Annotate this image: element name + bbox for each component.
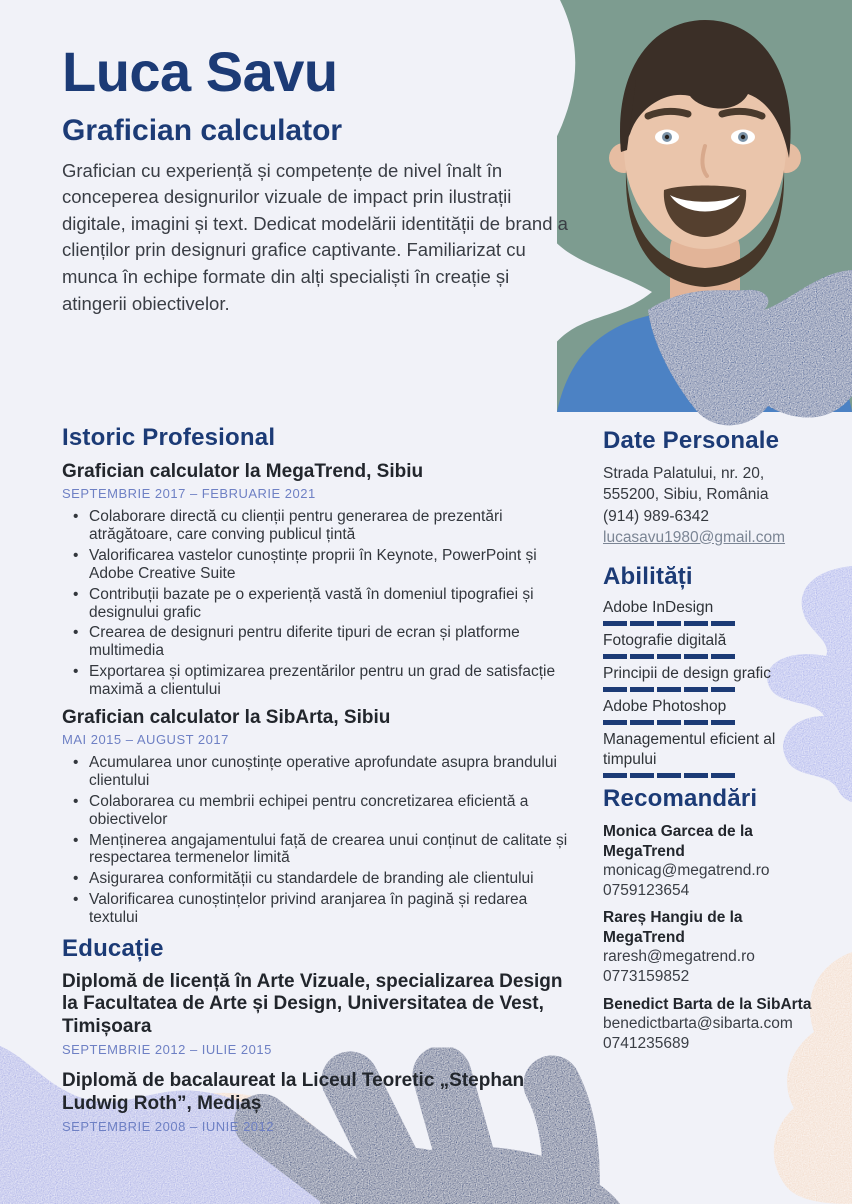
job-bullet: • Asigurarea conformității cu standardele de branding ale clientului <box>62 870 579 888</box>
references-heading: Recomandări <box>603 785 758 812</box>
reference-entry <box>603 822 818 900</box>
email-link[interactable]: lucasavu1980@gmail.com <box>603 528 786 546</box>
reference-phone: 0741235689 <box>603 1034 690 1052</box>
job-bullet: • Colaborarea cu membrii echipei pentru concretizarea eficientă a obiectivelor <box>62 793 579 829</box>
address-line-1: Strada Palatului, nr. 20, <box>603 465 765 483</box>
skill-label: Fotografie digitală <box>603 632 727 650</box>
job-dates: SEPTEMBRIE 2017 – FEBRUARIE 2021 <box>62 485 316 501</box>
job-bullet: • Menținerea angajamentului față de crearea unui conținut de calitate și respectarea termenelor limită <box>62 832 579 868</box>
skill-level-bar <box>603 773 818 778</box>
job-dates: MAI 2015 – AUGUST 2017 <box>62 731 229 747</box>
section-personal <box>603 428 818 548</box>
skill-level-bar <box>603 621 818 626</box>
reference-name: Rareș Hangiu de la MegaTrend <box>603 909 743 946</box>
contact-block <box>603 463 818 547</box>
section-references <box>603 786 818 1053</box>
job-title: Grafician calculator la MegaTrend, Sibiu <box>62 460 424 482</box>
reference-email: monicag@megatrend.ro <box>603 862 770 880</box>
job-bullet-list <box>62 508 579 698</box>
job-title: Grafician calculator la SibArta, Sibiu <box>62 706 391 728</box>
education-heading: Educație <box>62 934 164 962</box>
address-line-2: 555200, Sibiu, România <box>603 486 769 504</box>
job-bullet: • Colaborare directă cu clienții pentru generarea de prezentări atrăgătoare, care conving publicul țintă <box>62 508 579 544</box>
experience-heading: Istoric Profesional <box>62 424 276 452</box>
skill-level-bar <box>603 720 818 725</box>
reference-email: raresh@megatrend.ro <box>603 948 755 966</box>
education-title: Diplomă de licență în Arte Vizuale, specializarea Design la Facultatea de Arte și Design, Universitatea de Vest, Timișoara <box>62 971 563 1037</box>
education-dates: SEPTEMBRIE 2012 – IULIE 2015 <box>62 1041 272 1057</box>
job-entry <box>62 461 579 699</box>
job-bullet-list <box>62 754 579 926</box>
job-bullet: • Valorificarea vastelor cunoștințe proprii în Keynote, PowerPoint și Adobe Creative Suite <box>62 547 579 583</box>
education-entry <box>62 971 579 1057</box>
section-education <box>62 936 579 1135</box>
education-entry <box>62 1070 579 1134</box>
skill-label: Managementul eficient al timpului <box>603 731 776 769</box>
skill-label: Adobe InDesign <box>603 599 714 617</box>
job-entry <box>62 707 579 927</box>
reference-email: benedictbarta@sibarta.com <box>603 1015 793 1033</box>
profile-summary: Grafician cu experiență și competențe de nivel înalt în conceperea designurilor vizuale de impact prin ilustrații digitale, imagini și text. Dedicat modelării identității de brand a clienților prin designuri grafice captivante. Familiarizat cu munca în echipe formate din alți specialiști în creație și atingerii obiectivelor. <box>62 159 568 314</box>
side-column <box>603 428 818 1061</box>
skill-item <box>603 730 818 778</box>
personal-heading: Date Personale <box>603 427 780 454</box>
skill-item <box>603 598 818 626</box>
job-bullet: • Crearea de designuri pentru diferite tipuri de ecran și platforme multimedia <box>62 624 579 660</box>
section-experience <box>62 425 579 926</box>
reference-name: Monica Garcea de la MegaTrend <box>603 823 753 860</box>
job-bullet: • Acumularea unor cunoștințe operative aprofundate asupra brandului clientului <box>62 754 579 790</box>
skill-item <box>603 697 818 725</box>
reference-entry <box>603 995 818 1054</box>
skill-label: Principii de design grafic <box>603 665 772 683</box>
section-skills <box>603 564 818 778</box>
job-bullet: • Contribuții bazate pe o experiență vastă în domeniul tipografiei și designului grafic <box>62 586 579 622</box>
job-bullet: • Exportarea și optimizarea prezentărilor pentru un grad de satisfacție maximă a clientului <box>62 663 579 699</box>
reference-entry <box>603 908 818 986</box>
job-bullet: • Valorificarea cunoștințelor privind aranjarea în pagină și redarea textului <box>62 891 579 927</box>
skill-label: Adobe Photoshop <box>603 698 727 716</box>
phone-number: (914) 989-6342 <box>603 507 709 525</box>
reference-name: Benedict Barta de la SibArta <box>603 995 812 1013</box>
skill-level-bar <box>603 687 818 692</box>
skills-heading: Abilități <box>603 562 693 590</box>
skill-item <box>603 631 818 659</box>
skill-level-bar <box>603 654 818 659</box>
education-dates: SEPTEMBRIE 2008 – IUNIE 2012 <box>62 1118 274 1134</box>
skill-item <box>603 664 818 692</box>
job-role: Grafician calculator <box>62 114 343 147</box>
education-title: Diplomă de bacalaureat la Liceul Teoretic „Stephan Ludwig Roth”, Mediaș <box>62 1070 525 1114</box>
reference-phone: 0759123654 <box>603 881 690 899</box>
main-column <box>62 40 579 1147</box>
person-name: Luca Savu <box>62 40 338 103</box>
reference-phone: 0773159852 <box>603 968 690 985</box>
